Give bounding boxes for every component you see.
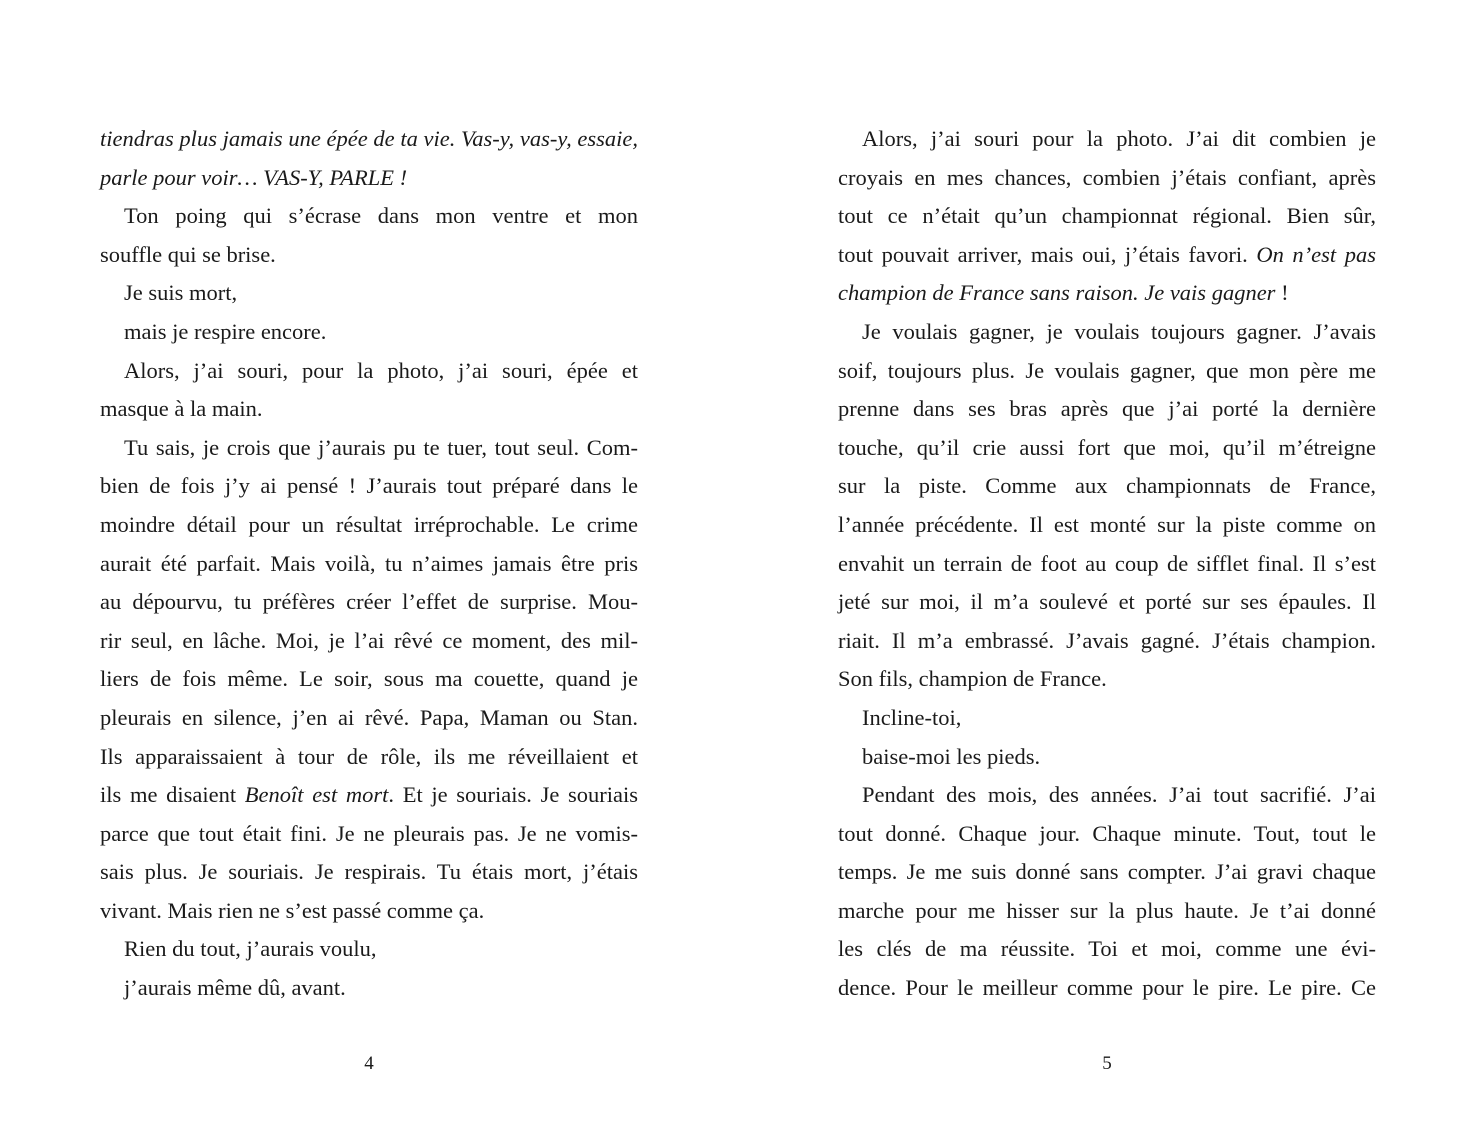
text-line: dence. Pour le meilleur comme pour le pire. Le pire. Ce [838, 975, 1376, 1001]
text-line: sur la piste. Comme aux championnats de France, [838, 473, 1376, 499]
text-line: Son fils, champion de France. [838, 666, 1107, 692]
page-number-left: 4 [364, 1053, 374, 1074]
text-line: Je suis mort, [124, 280, 238, 306]
text-line: Rien du tout, j’aurais voulu, [124, 936, 377, 962]
text-line: aurait été parfait. Mais voilà, tu n’aimes jamais être pris [100, 550, 638, 576]
text-line: croyais en mes chances, combien j’étais confiant, après [838, 164, 1376, 190]
text-line: parle pour voir… VAS-Y, PARLE ! [100, 164, 408, 190]
text-line: tout donné. Chaque jour. Chaque minute. Tout, tout le [838, 820, 1376, 846]
text-line: tiendras plus jamais une épée de ta vie. Vas-y, vas-y, essaie, [100, 126, 638, 151]
italic-text-segment: champion de France sans raison. Je vais gagner [838, 280, 1276, 306]
text-line: souffle qui se brise. [100, 241, 276, 267]
text-line: liers de fois même. Le soir, sous ma couette, quand je [100, 666, 638, 692]
text-line: l’année précédente. Il est monté sur la piste comme on [838, 511, 1376, 537]
text-line: bien de fois j’y ai pensé ! J’aurais tout préparé dans le [100, 473, 638, 499]
text-line: j’aurais même dû, avant. [124, 975, 346, 1001]
text-line: parce que tout était fini. Je ne pleurais pas. Je ne vomis- [100, 820, 638, 846]
text-line: Ton poing qui s’écrase dans mon ventre et mon [124, 203, 638, 229]
text-line [838, 236, 1376, 275]
text-line: Incline-toi, [862, 704, 962, 730]
text-line: envahit un terrain de foot au coup de sifflet final. Il s’est [838, 550, 1376, 576]
text-line: les clés de ma réussite. Toi et moi, comme une évi- [838, 936, 1376, 962]
text-line: jeté sur moi, il m’a soulevé et porté sur ses épaules. Il [838, 589, 1376, 615]
left-page-text [100, 120, 638, 1008]
text-line: mais je respire encore. [124, 318, 327, 344]
text-line [100, 776, 638, 815]
text-line: baise-moi les pieds. [862, 743, 1041, 769]
text-line: pleurais en silence, j’en ai rêvé. Papa, Maman ou Stan. [100, 704, 638, 730]
italic-text-segment: On n’est pas [1256, 241, 1376, 267]
text-line: au dépourvu, tu préfères créer l’effet de surprise. Mou- [100, 589, 638, 615]
text-line: touche, qu’il crie aussi fort que moi, qu’il m’étreigne [838, 434, 1376, 460]
text-line: Tu sais, je crois que j’aurais pu te tuer, tout seul. Com- [124, 434, 638, 460]
text-line: temps. Je me suis donné sans compter. J’ai gravi chaque [838, 859, 1376, 885]
text-line: vivant. Mais rien ne s’est passé comme ça. [100, 897, 485, 923]
text-line: tout ce n’était qu’un championnat régional. Bien sûr, [838, 203, 1376, 229]
text-segment: tout pouvait arriver, mais oui, j’étais favori. [838, 241, 1257, 267]
text-line [838, 274, 1376, 313]
text-line: Alors, j’ai souri pour la photo. J’ai dit combien je [862, 126, 1376, 151]
text-line: moindre détail pour un résultat irréprochable. Le crime [100, 511, 638, 537]
text-line: masque à la main. [100, 396, 263, 422]
page-number-right: 5 [1102, 1053, 1112, 1074]
text-line: Alors, j’ai souri, pour la photo, j’ai souri, épée et [124, 357, 638, 383]
text-line: Pendant des mois, des années. J’ai tout sacrifié. J’ai [862, 782, 1376, 808]
right-page-text [838, 120, 1376, 1008]
text-line: riait. Il m’a embrassé. J’avais gagné. J’étais champion. [838, 627, 1376, 653]
text-line: sais plus. Je souriais. Je respirais. Tu étais mort, j’étais [100, 859, 638, 885]
text-segment: . Et je souriais. Je souriais [388, 782, 639, 808]
text-line: prenne dans ses bras après que j’ai porté la dernière [838, 396, 1376, 422]
text-segment: ils me disaient [100, 782, 245, 808]
text-line: rir seul, en lâche. Moi, je l’ai rêvé ce moment, des mil- [100, 627, 638, 653]
italic-text-segment: Benoît est mort [244, 782, 389, 808]
text-line: soif, toujours plus. Je voulais gagner, que mon père me [838, 357, 1376, 383]
text-line: Ils apparaissaient à tour de rôle, ils me réveillaient et [100, 743, 638, 769]
text-line: marche pour me hisser sur la plus haute. Je t’ai donné [838, 897, 1376, 923]
text-line: Je voulais gagner, je voulais toujours gagner. J’avais [862, 318, 1376, 344]
text-segment: ! [1275, 280, 1289, 306]
